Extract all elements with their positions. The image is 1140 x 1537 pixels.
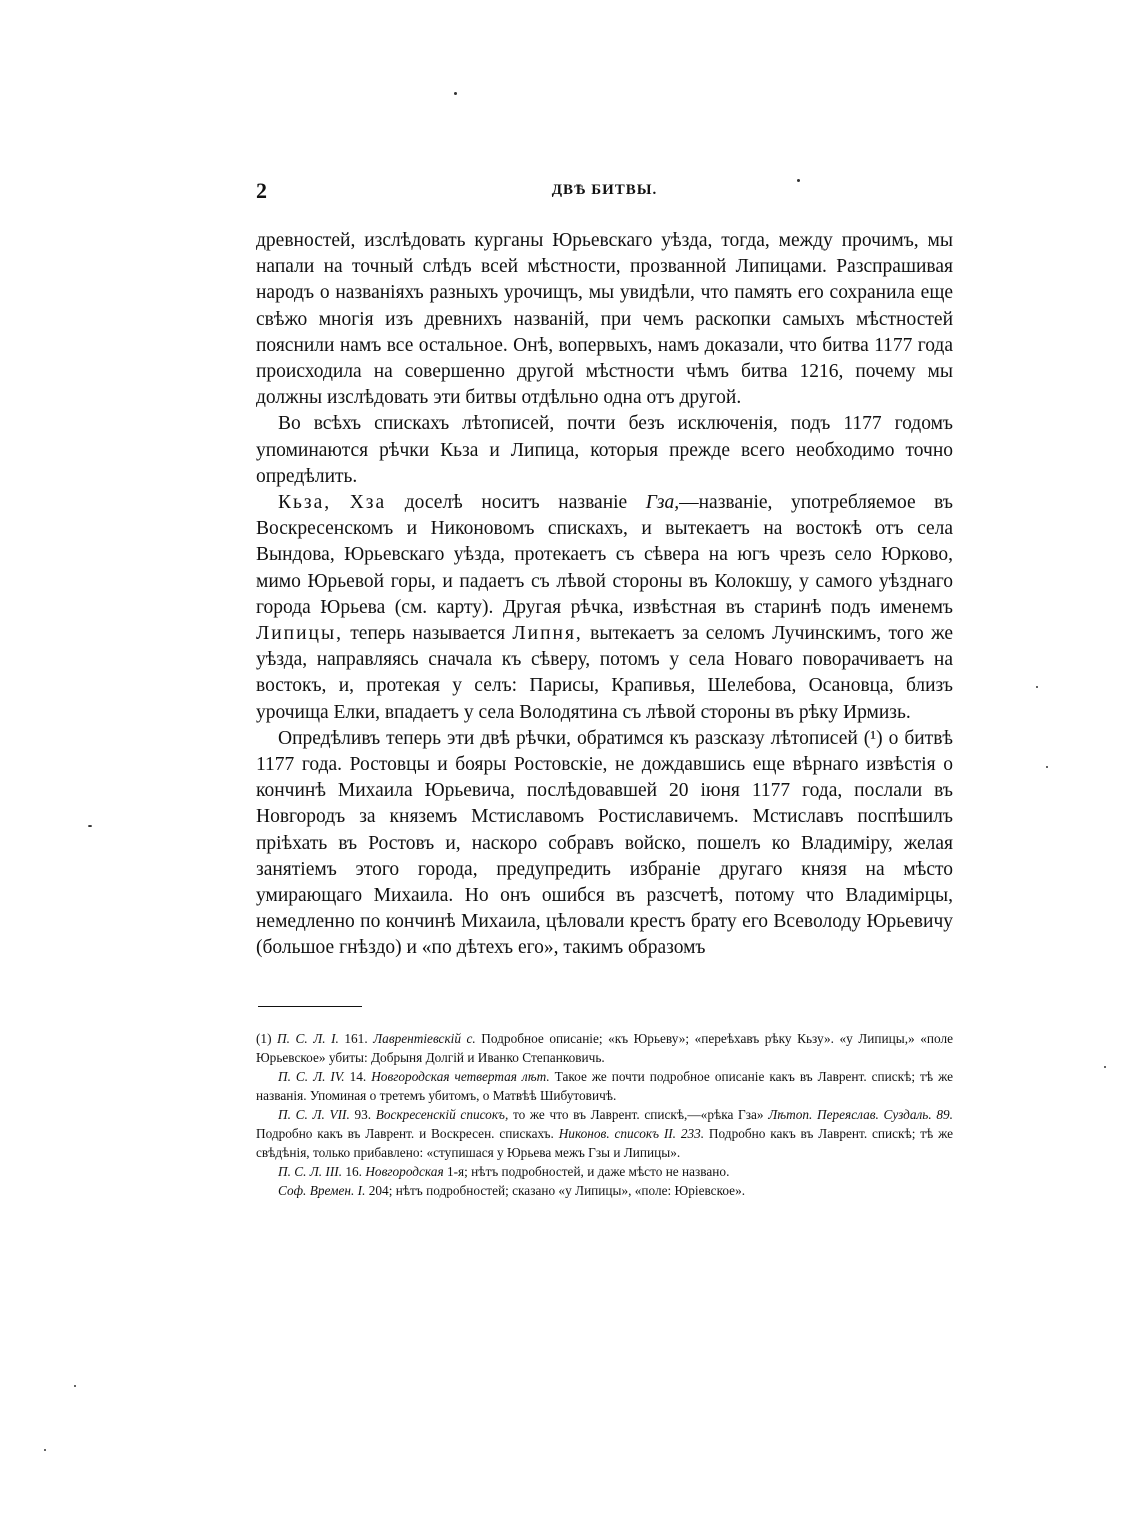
footnote-marker: (1) — [256, 1030, 278, 1046]
source-ref: П. С. Л. III. — [278, 1163, 343, 1179]
footnote-5 — [256, 1181, 953, 1200]
text-run: то же что въ Лаврент. спискѣ,—«рѣка Гза» — [508, 1106, 769, 1122]
text-run: Такое же почти подробное описаніе какъ въ Лаврент. спискѣ; тѣ же названія. Упоминая о третемъ убитомъ, о Матвѣѣ Шибутовичѣ. — [256, 1068, 953, 1103]
paragraph-1: древностей, изслѣдовать курганы Юрьевскаго уѣзда, тогда, между прочимъ, мы напали на точный слѣдъ всей мѣстности, прозванной Липицами. Разспрашивая народъ о названіяхъ разныхъ урочищъ, мы увидѣли, что память его сохранила еще свѣжо многія изъ древнихъ названій, при чемъ раскопки самыхъ мѣстностей пояснили намъ все остальное. Онѣ, вопервыхъ, намъ доказали, что битва 1177 года происходила на совершенно другой мѣстности чѣмъ битва 1216, почему мы должны изслѣдовать эти битвы отдѣльно одна отъ другой. — [256, 230, 953, 409]
body-text — [256, 228, 953, 962]
text-run: 1-я; нѣтъ подробностей, и даже мѣсто не названо. — [443, 1163, 730, 1179]
source-title: Лѣтоп. Переяслав. Суздаль. 89. — [768, 1106, 953, 1122]
text-run: теперь называется — [342, 623, 513, 645]
river-name: Липня, — [512, 623, 583, 645]
footnote-2 — [256, 1067, 953, 1105]
footnotes — [256, 1029, 953, 1200]
text-run: Подробно какъ въ Лаврент. и Воскресен. спискахъ. — [256, 1125, 559, 1141]
scan-speck — [74, 1385, 76, 1387]
source-ref: П. С. Л. I. — [277, 1030, 339, 1046]
footnote-rule — [258, 1006, 362, 1007]
text-run: 161. — [338, 1030, 374, 1046]
footnote-3 — [256, 1105, 953, 1162]
scan-speck — [88, 825, 92, 827]
book-page — [256, 178, 953, 1200]
source-title: Воскресенскій списокъ, — [375, 1106, 509, 1122]
source-title: Новгородская четвертая лѣт. — [371, 1068, 550, 1084]
text-run: 204; нѣтъ подробностей; сказано «у Липицы», «поле: Юріевское». — [365, 1182, 746, 1198]
page-header — [256, 178, 953, 208]
river-name: Хза — [349, 492, 387, 514]
running-title: ДВѢ БИТВЫ. — [551, 182, 658, 198]
text-run: вытекаетъ за селомъ Лучинскимъ, того же уѣзда, направляясь сначала къ сѣверу, потомъ у села Новаго поворачиваетъ на востокъ, и, протекая у селъ: Парисы, Крапивья, Шелебова, Осановца, близъ урочища Елки, впадаетъ у села Володятина съ лѣвой стороны въ рѣку Ирмизь. — [256, 623, 953, 723]
paragraph-2: Во всѣхъ спискахъ лѣтописей, почти безъ исключенія, подъ 1177 годомъ упоминаются рѣчки Кьза и Липица, которыя прежде всего необходимо точно опредѣлить. — [256, 413, 953, 487]
text-run: —названіе, употребляемое въ Воскресенскомъ и Никоновомъ спискахъ, и вытекаетъ на востокѣ отъ села Вындова, Юрьевскаго уѣзда, протекаетъ съ сѣвера на югъ чрезъ село Юрково, мимо Юрьевой горы, и падаетъ съ лѣвой стороны въ Колокшу, у самого уѣзднаго города Юрьева (см. карту). Другая рѣчка, извѣстная въ старинѣ подъ именемъ — [256, 492, 953, 618]
paragraph-3 — [256, 490, 953, 726]
river-name: Липицы, — [256, 623, 343, 645]
river-name: Кьза, — [278, 492, 332, 514]
river-name-italic: Гза, — [645, 492, 680, 514]
source-ref: Соф. Времен. I. — [278, 1182, 366, 1198]
text-run: доселѣ носитъ названіе — [386, 492, 646, 514]
footnote-4 — [256, 1162, 953, 1181]
scan-speck — [454, 92, 457, 95]
text-run: Подробно какъ въ Лаврент. спискѣ; тѣ же свѣдѣнія, только прибавлено: «ступишася у Юрьева межъ Гзы и Липицы». — [256, 1125, 953, 1160]
source-title: Никонов. списокъ II. 233. — [558, 1125, 705, 1141]
scan-speck — [1046, 766, 1048, 768]
scan-speck — [1036, 686, 1038, 688]
text-run: Подробное описаніе; «къ Юрьеву»; «переѣхавъ рѣку Кьзу». «у Липицы,» «поле Юрьевское» убиты: Добрыня Долгій и Иванко Степанковичь. — [256, 1030, 953, 1065]
text-run: 16. — [342, 1163, 366, 1179]
scan-speck — [44, 1449, 46, 1451]
source-title: Лаврентіевскій с. — [373, 1030, 476, 1046]
text-run: 93. — [349, 1106, 376, 1122]
text-run: 14. — [344, 1068, 372, 1084]
page-number: 2 — [256, 178, 267, 203]
paragraph-4: Опредѣливъ теперь эти двѣ рѣчки, обратимся къ разсказу лѣтописей (¹) о битвѣ 1177 года. Ростовцы и бояры Ростовскіе, не дождавшись еще вѣрнаго извѣстія о кончинѣ Михаила Юрьевича, послѣдовавшей 20 іюня 1177 года, послали въ Новгородъ за княземъ Мстиславомъ Ростиславичемъ. Мстиславъ поспѣшилъ пріѣхать въ Ростовъ и, наскоро собравъ войско, пошелъ ко Владиміру, желая занятіемъ этого города, предупредить избраніе другаго князя на мѣсто умирающаго Михаила. Но онъ ошибся въ разсчетѣ, потому что Владимірцы, немедленно по кончинѣ Михаила, цѣловали крестъ брату его Всеволоду Юрьевичу (большое гнѣздо) и «по дѣтехъ его», такимъ образомъ — [256, 727, 953, 959]
source-ref: П. С. Л. VII. — [278, 1106, 350, 1122]
footnote-1 — [256, 1029, 953, 1067]
source-ref: П. С. Л. IV. — [278, 1068, 345, 1084]
scan-speck — [1104, 1066, 1106, 1068]
source-title: Новгородская — [365, 1163, 444, 1179]
